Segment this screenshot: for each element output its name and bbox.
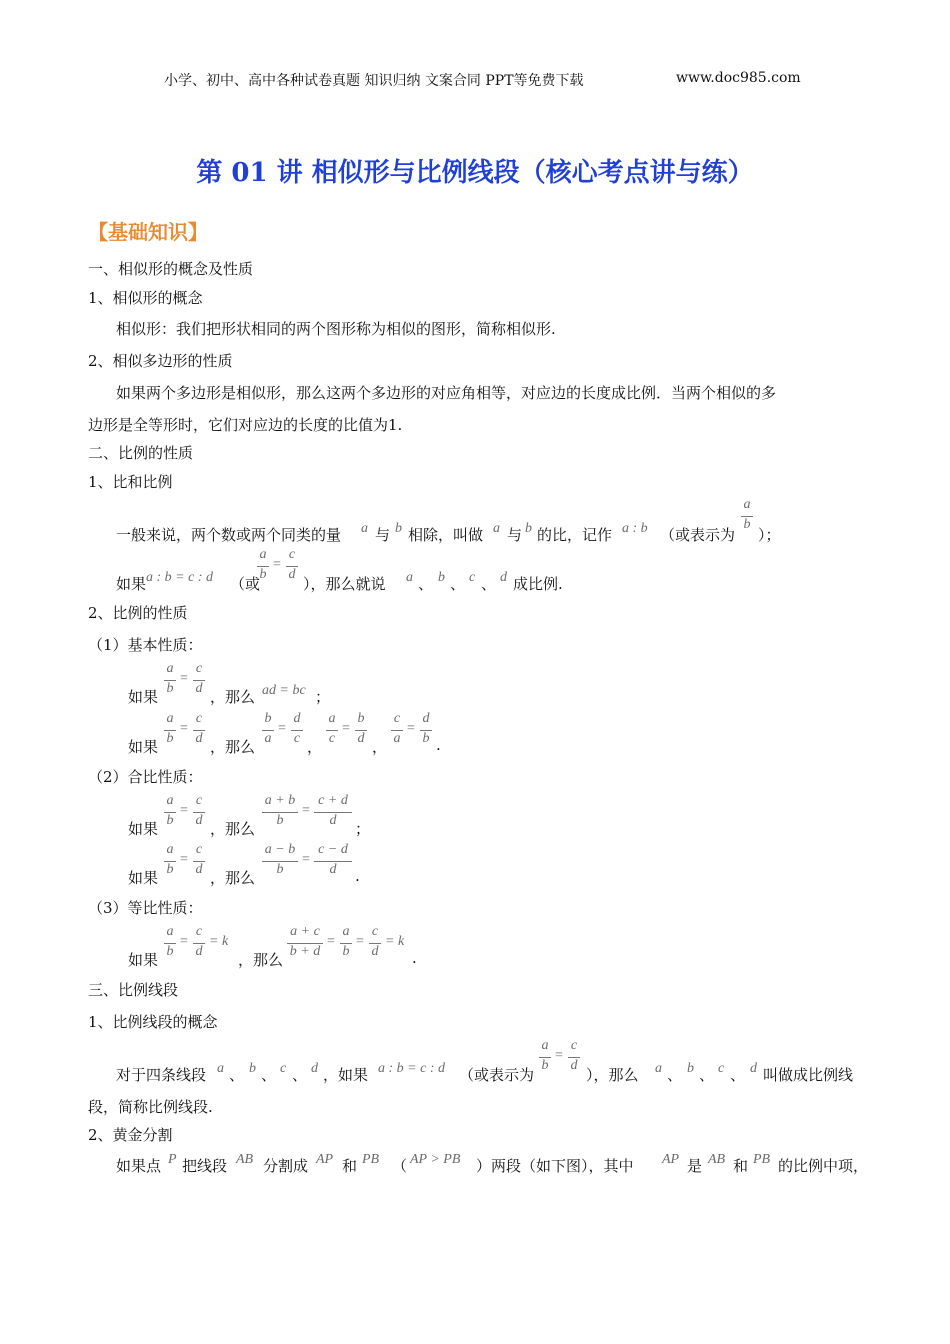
math-var: c — [280, 1061, 287, 1076]
subheading-1-2: 2、相似多边形的性质 — [88, 352, 233, 370]
section-heading: 【基础知识】 — [88, 220, 208, 244]
math-operator: = — [278, 721, 286, 736]
math-var: PB — [753, 1152, 771, 1167]
text: ，那么 — [210, 869, 256, 887]
math-ratio: a : b — [622, 521, 648, 536]
paragraph: 一般来说，两个数或两个同类的量 — [116, 526, 342, 544]
math-var: PB — [362, 1152, 380, 1167]
heading-2: 二、比例的性质 — [88, 444, 194, 462]
math-operator: = — [180, 721, 188, 736]
math-var: a — [217, 1061, 224, 1076]
math-var: d — [500, 570, 507, 585]
subheading-3-1: 1、比例线段的概念 — [88, 1013, 218, 1031]
text: 如果点 — [116, 1157, 162, 1175]
heading-1: 一、相似形的概念及性质 — [88, 260, 254, 278]
text: 如果 — [128, 820, 159, 838]
math-var: a — [493, 521, 500, 536]
math-var: b — [249, 1061, 256, 1076]
math-ratio: a : b = c : d — [146, 570, 213, 585]
text: ，那么 — [210, 738, 256, 756]
text: ； — [315, 688, 331, 706]
math-operator: = — [356, 934, 364, 949]
math-expression: AP > PB — [410, 1152, 461, 1167]
subheading: （3）等比性质： — [88, 899, 203, 917]
text: （或 — [230, 575, 261, 593]
math-expression: ad = bc — [262, 683, 306, 698]
math-operator: = — [273, 557, 281, 572]
text: 把线段 — [182, 1157, 228, 1175]
math-var: AB — [236, 1152, 254, 1167]
math-var: d — [311, 1061, 318, 1076]
math-var: d — [750, 1061, 757, 1076]
text: ， — [372, 738, 388, 756]
subheading: （1）基本性质： — [88, 636, 203, 654]
text: （或表示为 — [459, 1066, 535, 1084]
text: 如果 — [128, 869, 159, 887]
subheading: （2）合比性质： — [88, 768, 203, 786]
subheading-1-1: 1、相似形的概念 — [88, 289, 203, 307]
text: 、 — [450, 575, 466, 593]
text: 叫做成比例线 — [763, 1066, 854, 1084]
text: ）； — [758, 526, 781, 544]
math-operator: = — [302, 852, 310, 867]
math-operator: = — [180, 803, 188, 818]
math-operator: = k — [209, 934, 229, 949]
text: . — [355, 867, 360, 885]
text: ，那么 — [210, 820, 256, 838]
text: 对于四条线段 — [116, 1066, 207, 1084]
text: 的比，记作 — [537, 526, 613, 544]
text: 和 — [733, 1157, 749, 1175]
math-operator: = — [180, 671, 188, 686]
math-var: a — [361, 521, 368, 536]
math-operator: = — [407, 721, 415, 736]
paragraph: 边形是全等形时，它们对应边的长度的比值为1. — [88, 416, 403, 434]
text: 、 — [481, 575, 497, 593]
math-var: AP — [316, 1152, 334, 1167]
math-var: c — [469, 570, 476, 585]
page-title: 第 01 讲 相似形与比例线段（核心考点讲与练） — [196, 158, 754, 188]
math-var: P — [168, 1152, 177, 1167]
subheading-2-2: 2、比例的性质 — [88, 604, 188, 622]
math-var: b — [687, 1061, 694, 1076]
text: （ — [392, 1157, 408, 1175]
text: 、 — [730, 1066, 746, 1084]
math-var: b — [438, 570, 445, 585]
text: . — [436, 736, 441, 754]
math-var: c — [718, 1061, 725, 1076]
text: 如果 — [128, 951, 159, 969]
text: 与 — [507, 526, 523, 544]
math-var: b — [525, 521, 532, 536]
math-operator: = — [342, 721, 350, 736]
text: 与 — [375, 526, 391, 544]
header-url[interactable]: www.doc985.com — [676, 70, 801, 86]
text: 如果 — [116, 575, 147, 593]
text: ），那么 — [586, 1066, 639, 1084]
math-operator: = — [180, 934, 188, 949]
subheading-2-1: 1、比和比例 — [88, 473, 173, 491]
text: 的比例中项， — [778, 1157, 869, 1175]
paragraph: 相似形：我们把形状相同的两个图形称为相似的图形，简称相似形. — [116, 320, 556, 338]
math-operator: = — [555, 1048, 563, 1063]
subheading-3-2: 2、黄金分割 — [88, 1126, 173, 1144]
paragraph: 段，简称比例线段. — [88, 1098, 213, 1116]
math-operator: = — [302, 803, 310, 818]
math-var: AP — [662, 1152, 680, 1167]
math-operator: = — [180, 852, 188, 867]
text: 、 — [292, 1066, 308, 1084]
text: 、 — [667, 1066, 683, 1084]
math-operator: = — [327, 934, 335, 949]
math-ratio: a : b = c : d — [378, 1061, 445, 1076]
text: 和 — [342, 1157, 358, 1175]
text: ，那么 — [238, 951, 284, 969]
text: ）两段（如下图），其中 — [476, 1157, 634, 1175]
text: 、 — [229, 1066, 245, 1084]
math-var: AB — [708, 1152, 726, 1167]
text: 成比例. — [513, 575, 563, 593]
text: 相除，叫做 — [408, 526, 484, 544]
math-var: a — [655, 1061, 662, 1076]
text: . — [412, 949, 417, 967]
math-operator: = k — [385, 934, 405, 949]
text: ，如果 — [323, 1066, 369, 1084]
text: 如果 — [128, 688, 159, 706]
text: （或表示为 — [660, 526, 736, 544]
header-tagline: 小学、初中、高中各种试卷真题 知识归纳 文案合同 PPT等免费下载 — [164, 73, 584, 89]
heading-3: 三、比例线段 — [88, 981, 179, 999]
text: 分割成 — [263, 1157, 309, 1175]
math-var: b — [395, 521, 402, 536]
text: ； — [355, 820, 371, 838]
math-var: a — [406, 570, 413, 585]
text: 、 — [261, 1066, 277, 1084]
text: 是 — [687, 1157, 703, 1175]
text: 、 — [699, 1066, 715, 1084]
text: ，那么 — [210, 688, 256, 706]
text: ， — [307, 738, 323, 756]
paragraph: 如果两个多边形是相似形，那么这两个多边形的对应角相等，对应边的长度成比例．当两个相似的多 — [116, 384, 777, 402]
text: 、 — [418, 575, 434, 593]
text: 如果 — [128, 738, 159, 756]
text: ），那么就说 — [303, 575, 386, 593]
